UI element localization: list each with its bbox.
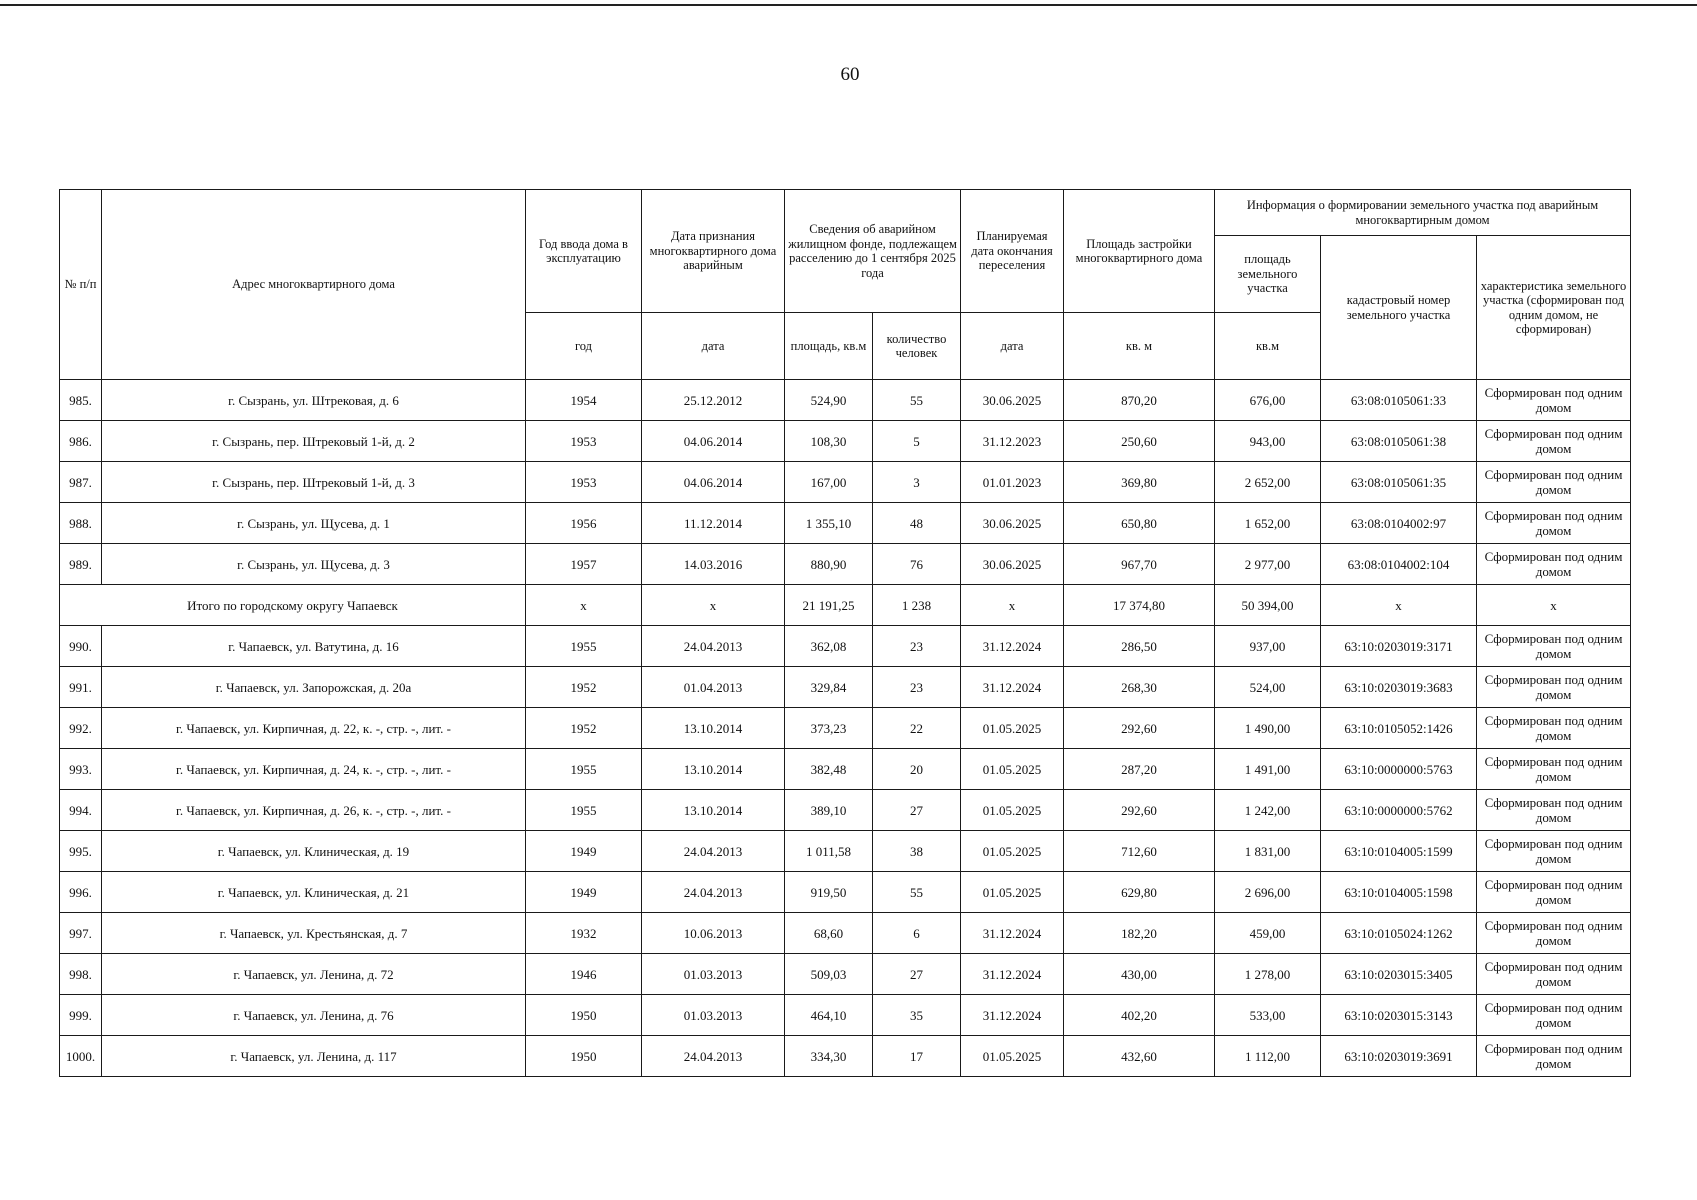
cell-year: 1953 <box>526 421 642 462</box>
cell-address: г. Чапаевск, ул. Ленина, д. 117 <box>102 1036 526 1077</box>
cell-num: 999. <box>60 995 102 1036</box>
cell-planned: 30.06.2025 <box>961 503 1064 544</box>
cell-area: 373,23 <box>785 708 873 749</box>
cell-area: 1 011,58 <box>785 831 873 872</box>
total-people: 1 238 <box>873 585 961 626</box>
table-row <box>60 503 1631 544</box>
cell-num: 989. <box>60 544 102 585</box>
cell-cadastral: 63:10:0105052:1426 <box>1321 708 1477 749</box>
table-body-chapaevsk <box>60 626 1631 1077</box>
cell-land: 937,00 <box>1215 626 1321 667</box>
cell-land: 2 696,00 <box>1215 872 1321 913</box>
cell-people: 55 <box>873 872 961 913</box>
cell-land: 459,00 <box>1215 913 1321 954</box>
cell-people: 27 <box>873 790 961 831</box>
cell-address: г. Чапаевск, ул. Кирпичная, д. 22, к. -, стр. -, лит. - <box>102 708 526 749</box>
page-number: 60 <box>840 64 860 85</box>
cell-date: 11.12.2014 <box>642 503 785 544</box>
table-row <box>60 831 1631 872</box>
cell-area: 68,60 <box>785 913 873 954</box>
cell-land: 2 652,00 <box>1215 462 1321 503</box>
unit-land: кв.м <box>1215 313 1321 380</box>
cell-people: 17 <box>873 1036 961 1077</box>
cell-address: г. Чапаевск, ул. Клиническая, д. 21 <box>102 872 526 913</box>
cell-people: 48 <box>873 503 961 544</box>
cell-planned: 31.12.2024 <box>961 667 1064 708</box>
cell-address: г. Чапаевск, ул. Ленина, д. 76 <box>102 995 526 1036</box>
cell-built: 292,60 <box>1064 708 1215 749</box>
cell-area: 524,90 <box>785 380 873 421</box>
cell-area: 329,84 <box>785 667 873 708</box>
cell-date: 13.10.2014 <box>642 790 785 831</box>
header-emergency-info: Сведения об аварийном жилищном фонде, подлежащем расселению до 1 сентября 2025 года <box>785 190 961 313</box>
cell-land: 1 831,00 <box>1215 831 1321 872</box>
cell-planned: 01.05.2025 <box>961 872 1064 913</box>
cell-cadastral: 63:10:0104005:1598 <box>1321 872 1477 913</box>
cell-num: 985. <box>60 380 102 421</box>
cell-planned: 01.01.2023 <box>961 462 1064 503</box>
cell-char: Сформирован под одним домом <box>1477 954 1631 995</box>
cell-area: 919,50 <box>785 872 873 913</box>
cell-built: 369,80 <box>1064 462 1215 503</box>
cell-date: 24.04.2013 <box>642 831 785 872</box>
cell-num: 1000. <box>60 1036 102 1077</box>
cell-char: Сформирован под одним домом <box>1477 831 1631 872</box>
table-body-syzran <box>60 380 1631 585</box>
cell-planned: 01.05.2025 <box>961 831 1064 872</box>
cell-cadastral: 63:10:0203019:3683 <box>1321 667 1477 708</box>
cell-built: 967,70 <box>1064 544 1215 585</box>
table-row <box>60 380 1631 421</box>
cell-built: 287,20 <box>1064 749 1215 790</box>
cell-char: Сформирован под одним домом <box>1477 872 1631 913</box>
cell-land: 524,00 <box>1215 667 1321 708</box>
cell-land: 1 278,00 <box>1215 954 1321 995</box>
cell-land: 943,00 <box>1215 421 1321 462</box>
cell-built: 182,20 <box>1064 913 1215 954</box>
header-land-info: Информация о формировании земельного участка под аварийным многоквартирным домом <box>1215 190 1631 236</box>
cell-address: г. Чапаевск, ул. Ленина, д. 72 <box>102 954 526 995</box>
cell-people: 76 <box>873 544 961 585</box>
cell-char: Сформирован под одним домом <box>1477 995 1631 1036</box>
cell-address: г. Чапаевск, ул. Запорожская, д. 20а <box>102 667 526 708</box>
cell-year: 1957 <box>526 544 642 585</box>
unit-year: год <box>526 313 642 380</box>
cell-built: 430,00 <box>1064 954 1215 995</box>
cell-address: г. Чапаевск, ул. Кирпичная, д. 24, к. -, стр. -, лит. - <box>102 749 526 790</box>
cell-built: 268,30 <box>1064 667 1215 708</box>
cell-date: 25.12.2012 <box>642 380 785 421</box>
total-row <box>60 585 1631 626</box>
cell-char: Сформирован под одним домом <box>1477 503 1631 544</box>
cell-built: 870,20 <box>1064 380 1215 421</box>
cell-built: 712,60 <box>1064 831 1215 872</box>
cell-cadastral: 63:10:0203019:3171 <box>1321 626 1477 667</box>
cell-char: Сформирован под одним домом <box>1477 790 1631 831</box>
cell-date: 01.03.2013 <box>642 995 785 1036</box>
cell-planned: 01.05.2025 <box>961 749 1064 790</box>
cell-land: 1 490,00 <box>1215 708 1321 749</box>
table-row <box>60 749 1631 790</box>
cell-address: г. Сызрань, ул. Щусева, д. 1 <box>102 503 526 544</box>
cell-char: Сформирован под одним домом <box>1477 380 1631 421</box>
table-row <box>60 544 1631 585</box>
cell-people: 22 <box>873 708 961 749</box>
cell-cadastral: 63:10:0000000:5763 <box>1321 749 1477 790</box>
cell-land: 533,00 <box>1215 995 1321 1036</box>
table-row <box>60 790 1631 831</box>
cell-cadastral: 63:08:0104002:104 <box>1321 544 1477 585</box>
cell-char: Сформирован под одним домом <box>1477 1036 1631 1077</box>
cell-date: 24.04.2013 <box>642 872 785 913</box>
cell-address: г. Сызрань, ул. Штрековая, д. 6 <box>102 380 526 421</box>
cell-cadastral: 63:08:0105061:33 <box>1321 380 1477 421</box>
cell-address: г. Чапаевск, ул. Клиническая, д. 19 <box>102 831 526 872</box>
cell-people: 27 <box>873 954 961 995</box>
cell-area: 334,30 <box>785 1036 873 1077</box>
header-planned-date: Планируемая дата окончания переселения <box>961 190 1064 313</box>
cell-area: 880,90 <box>785 544 873 585</box>
cell-people: 5 <box>873 421 961 462</box>
cell-people: 55 <box>873 380 961 421</box>
cell-people: 38 <box>873 831 961 872</box>
cell-year: 1949 <box>526 831 642 872</box>
cell-char: Сформирован под одним домом <box>1477 667 1631 708</box>
header-built-area: Площадь застройки многоквартирного дома <box>1064 190 1215 313</box>
header-land-char: характеристика земельного участка (сформирован под одним домом, не сформирован) <box>1477 236 1631 380</box>
cell-num: 996. <box>60 872 102 913</box>
cell-area: 509,03 <box>785 954 873 995</box>
cell-address: г. Чапаевск, ул. Кирпичная, д. 26, к. -, стр. -, лит. - <box>102 790 526 831</box>
cell-address: г. Чапаевск, ул. Ватутина, д. 16 <box>102 626 526 667</box>
cell-num: 995. <box>60 831 102 872</box>
cell-year: 1953 <box>526 462 642 503</box>
cell-built: 292,60 <box>1064 790 1215 831</box>
cell-year: 1955 <box>526 790 642 831</box>
cell-address: г. Сызрань, пер. Штрековый 1-й, д. 3 <box>102 462 526 503</box>
cell-people: 6 <box>873 913 961 954</box>
header-cadastral: кадастровый номер земельного участка <box>1321 236 1477 380</box>
cell-year: 1955 <box>526 626 642 667</box>
cell-planned: 01.05.2025 <box>961 708 1064 749</box>
cell-area: 167,00 <box>785 462 873 503</box>
emergency-housing-table <box>59 189 1631 1077</box>
cell-address: г. Сызрань, пер. Штрековый 1-й, д. 2 <box>102 421 526 462</box>
cell-date: 04.06.2014 <box>642 462 785 503</box>
table-row <box>60 667 1631 708</box>
cell-built: 402,20 <box>1064 995 1215 1036</box>
table-total <box>60 585 1631 626</box>
header-num: № п/п <box>60 190 102 380</box>
cell-area: 382,48 <box>785 749 873 790</box>
cell-num: 998. <box>60 954 102 995</box>
cell-num: 997. <box>60 913 102 954</box>
table-row <box>60 626 1631 667</box>
total-char: x <box>1477 585 1631 626</box>
cell-built: 650,80 <box>1064 503 1215 544</box>
total-date: x <box>642 585 785 626</box>
total-area: 21 191,25 <box>785 585 873 626</box>
cell-cadastral: 63:08:0105061:35 <box>1321 462 1477 503</box>
header-land-area: площадь земельного участка <box>1215 236 1321 313</box>
cell-planned: 01.05.2025 <box>961 1036 1064 1077</box>
cell-planned: 01.05.2025 <box>961 790 1064 831</box>
cell-year: 1950 <box>526 1036 642 1077</box>
cell-cadastral: 63:10:0203019:3691 <box>1321 1036 1477 1077</box>
cell-planned: 31.12.2024 <box>961 913 1064 954</box>
cell-year: 1952 <box>526 708 642 749</box>
cell-char: Сформирован под одним домом <box>1477 544 1631 585</box>
cell-land: 1 491,00 <box>1215 749 1321 790</box>
cell-people: 35 <box>873 995 961 1036</box>
cell-char: Сформирован под одним домом <box>1477 462 1631 503</box>
unit-area: площадь, кв.м <box>785 313 873 380</box>
cell-land: 1 112,00 <box>1215 1036 1321 1077</box>
cell-people: 23 <box>873 667 961 708</box>
cell-date: 13.10.2014 <box>642 749 785 790</box>
cell-num: 990. <box>60 626 102 667</box>
unit-people: количество человек <box>873 313 961 380</box>
top-rule <box>0 4 1697 6</box>
cell-planned: 31.12.2023 <box>961 421 1064 462</box>
cell-planned: 31.12.2024 <box>961 626 1064 667</box>
cell-cadastral: 63:08:0104002:97 <box>1321 503 1477 544</box>
cell-year: 1932 <box>526 913 642 954</box>
cell-char: Сформирован под одним домом <box>1477 913 1631 954</box>
cell-address: г. Чапаевск, ул. Крестьянская, д. 7 <box>102 913 526 954</box>
cell-num: 993. <box>60 749 102 790</box>
unit-planned: дата <box>961 313 1064 380</box>
table-row <box>60 708 1631 749</box>
cell-cadastral: 63:10:0000000:5762 <box>1321 790 1477 831</box>
cell-num: 994. <box>60 790 102 831</box>
cell-num: 992. <box>60 708 102 749</box>
cell-cadastral: 63:10:0105024:1262 <box>1321 913 1477 954</box>
cell-cadastral: 63:10:0104005:1599 <box>1321 831 1477 872</box>
cell-date: 13.10.2014 <box>642 708 785 749</box>
total-label: Итого по городскому округу Чапаевск <box>60 585 526 626</box>
header-year: Год ввода дома в эксплуатацию <box>526 190 642 313</box>
cell-date: 01.04.2013 <box>642 667 785 708</box>
cell-year: 1956 <box>526 503 642 544</box>
cell-people: 20 <box>873 749 961 790</box>
cell-year: 1946 <box>526 954 642 995</box>
cell-num: 988. <box>60 503 102 544</box>
table-row <box>60 954 1631 995</box>
cell-cadastral: 63:08:0105061:38 <box>1321 421 1477 462</box>
cell-year: 1952 <box>526 667 642 708</box>
cell-char: Сформирован под одним домом <box>1477 421 1631 462</box>
cell-planned: 31.12.2024 <box>961 995 1064 1036</box>
cell-cadastral: 63:10:0203015:3143 <box>1321 995 1477 1036</box>
cell-date: 04.06.2014 <box>642 421 785 462</box>
cell-built: 432,60 <box>1064 1036 1215 1077</box>
cell-char: Сформирован под одним домом <box>1477 708 1631 749</box>
cell-year: 1955 <box>526 749 642 790</box>
cell-area: 389,10 <box>785 790 873 831</box>
cell-area: 108,30 <box>785 421 873 462</box>
cell-address: г. Сызрань, ул. Щусева, д. 3 <box>102 544 526 585</box>
cell-land: 676,00 <box>1215 380 1321 421</box>
cell-land: 1 652,00 <box>1215 503 1321 544</box>
cell-land: 2 977,00 <box>1215 544 1321 585</box>
unit-date: дата <box>642 313 785 380</box>
cell-date: 01.03.2013 <box>642 954 785 995</box>
cell-date: 14.03.2016 <box>642 544 785 585</box>
table-row <box>60 462 1631 503</box>
cell-area: 362,08 <box>785 626 873 667</box>
table-row <box>60 995 1631 1036</box>
table-row <box>60 872 1631 913</box>
table-row <box>60 913 1631 954</box>
cell-num: 987. <box>60 462 102 503</box>
cell-people: 3 <box>873 462 961 503</box>
table-row <box>60 1036 1631 1077</box>
cell-built: 286,50 <box>1064 626 1215 667</box>
cell-land: 1 242,00 <box>1215 790 1321 831</box>
cell-built: 250,60 <box>1064 421 1215 462</box>
cell-area: 1 355,10 <box>785 503 873 544</box>
cell-date: 24.04.2013 <box>642 626 785 667</box>
cell-planned: 30.06.2025 <box>961 544 1064 585</box>
total-cadastral: x <box>1321 585 1477 626</box>
unit-built: кв. м <box>1064 313 1215 380</box>
cell-planned: 31.12.2024 <box>961 954 1064 995</box>
cell-date: 24.04.2013 <box>642 1036 785 1077</box>
cell-year: 1950 <box>526 995 642 1036</box>
cell-num: 986. <box>60 421 102 462</box>
total-built: 17 374,80 <box>1064 585 1215 626</box>
cell-year: 1954 <box>526 380 642 421</box>
cell-date: 10.06.2013 <box>642 913 785 954</box>
table-row <box>60 421 1631 462</box>
cell-people: 23 <box>873 626 961 667</box>
cell-char: Сформирован под одним домом <box>1477 749 1631 790</box>
header-recognition-date: Дата признания многоквартирного дома аварийным <box>642 190 785 313</box>
cell-built: 629,80 <box>1064 872 1215 913</box>
cell-planned: 30.06.2025 <box>961 380 1064 421</box>
cell-area: 464,10 <box>785 995 873 1036</box>
total-year: x <box>526 585 642 626</box>
cell-year: 1949 <box>526 872 642 913</box>
total-planned: x <box>961 585 1064 626</box>
cell-num: 991. <box>60 667 102 708</box>
cell-cadastral: 63:10:0203015:3405 <box>1321 954 1477 995</box>
cell-char: Сформирован под одним домом <box>1477 626 1631 667</box>
header-address: Адрес многоквартирного дома <box>102 190 526 380</box>
total-land: 50 394,00 <box>1215 585 1321 626</box>
